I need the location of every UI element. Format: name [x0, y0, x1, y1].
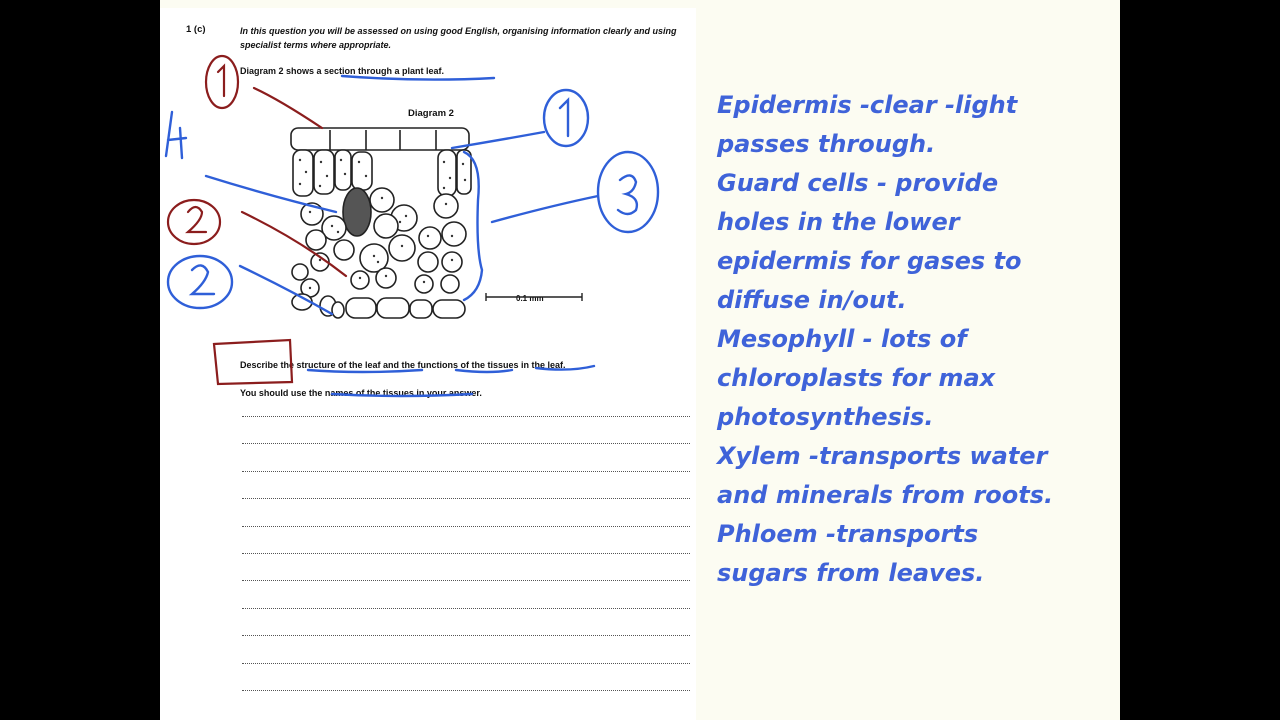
blue-annotations: [166, 76, 658, 396]
blue-circle-1: [544, 90, 588, 146]
blue-digit-4: [166, 112, 186, 158]
diagram-intro: Diagram 2 shows a section through a plant leaf.: [240, 66, 445, 76]
question-intro: In this question you will be assessed on using good English, organising information clearly and using specialist terms where appropriate.: [240, 26, 677, 50]
underline-functions: [456, 370, 512, 372]
note-line: Epidermis -clear -light: [717, 91, 1018, 119]
scale-label: 0.1 mm: [516, 294, 544, 303]
note-line: Guard cells - provide: [717, 169, 999, 197]
blue-circle-2: [168, 256, 232, 308]
red-digit-2: [188, 207, 206, 232]
note-line: diffuse in/out.: [717, 286, 907, 314]
red-circle-1: [206, 56, 238, 108]
note-line: and minerals from roots.: [717, 481, 1054, 509]
guard-cell: [332, 302, 344, 318]
leaf-cross-section: [291, 128, 471, 318]
leaf-diagram-and-annotations: [160, 0, 720, 720]
note-line: chloroplasts for max: [717, 364, 996, 392]
blue-line-3: [492, 196, 598, 222]
blue-digit-2: [192, 265, 214, 294]
vascular-bundle: [343, 188, 371, 236]
note-line: Phloem -transports: [717, 520, 979, 548]
note-line: epidermis for gases to: [717, 247, 1022, 275]
question-number: 1 (c): [186, 24, 206, 35]
red-line-1: [254, 88, 322, 128]
underline-structure: [308, 370, 422, 372]
scale-bar: [486, 293, 582, 301]
slide: [160, 0, 1120, 720]
note-line: Mesophyll - lots of: [717, 325, 967, 353]
blue-digit-1: [560, 100, 568, 136]
blue-digit-3: [618, 175, 637, 214]
underline-intro: [342, 76, 494, 80]
diagram-title: Diagram 2: [408, 108, 454, 119]
underline-tissues: [536, 366, 594, 370]
note-line: passes through.: [717, 130, 936, 158]
note-line: photosynthesis.: [717, 403, 934, 431]
red-box: [214, 340, 292, 384]
names-instruction: You should use the names of the tissues in your answer.: [240, 388, 482, 398]
underline-names: [332, 394, 472, 396]
blue-circle-3: [598, 152, 658, 232]
notes-panel: [717, 86, 1117, 593]
describe-prompt: Describe the structure of the leaf and the functions of the tissues in the leaf.: [240, 360, 566, 370]
note-line: holes in the lower: [717, 208, 960, 236]
note-line: sugars from leaves.: [717, 559, 985, 587]
spongy-mesophyll: [292, 188, 466, 297]
upper-epidermis: [291, 128, 469, 150]
red-digit-1: [218, 66, 224, 96]
note-line: Xylem -transports water: [717, 442, 1048, 470]
